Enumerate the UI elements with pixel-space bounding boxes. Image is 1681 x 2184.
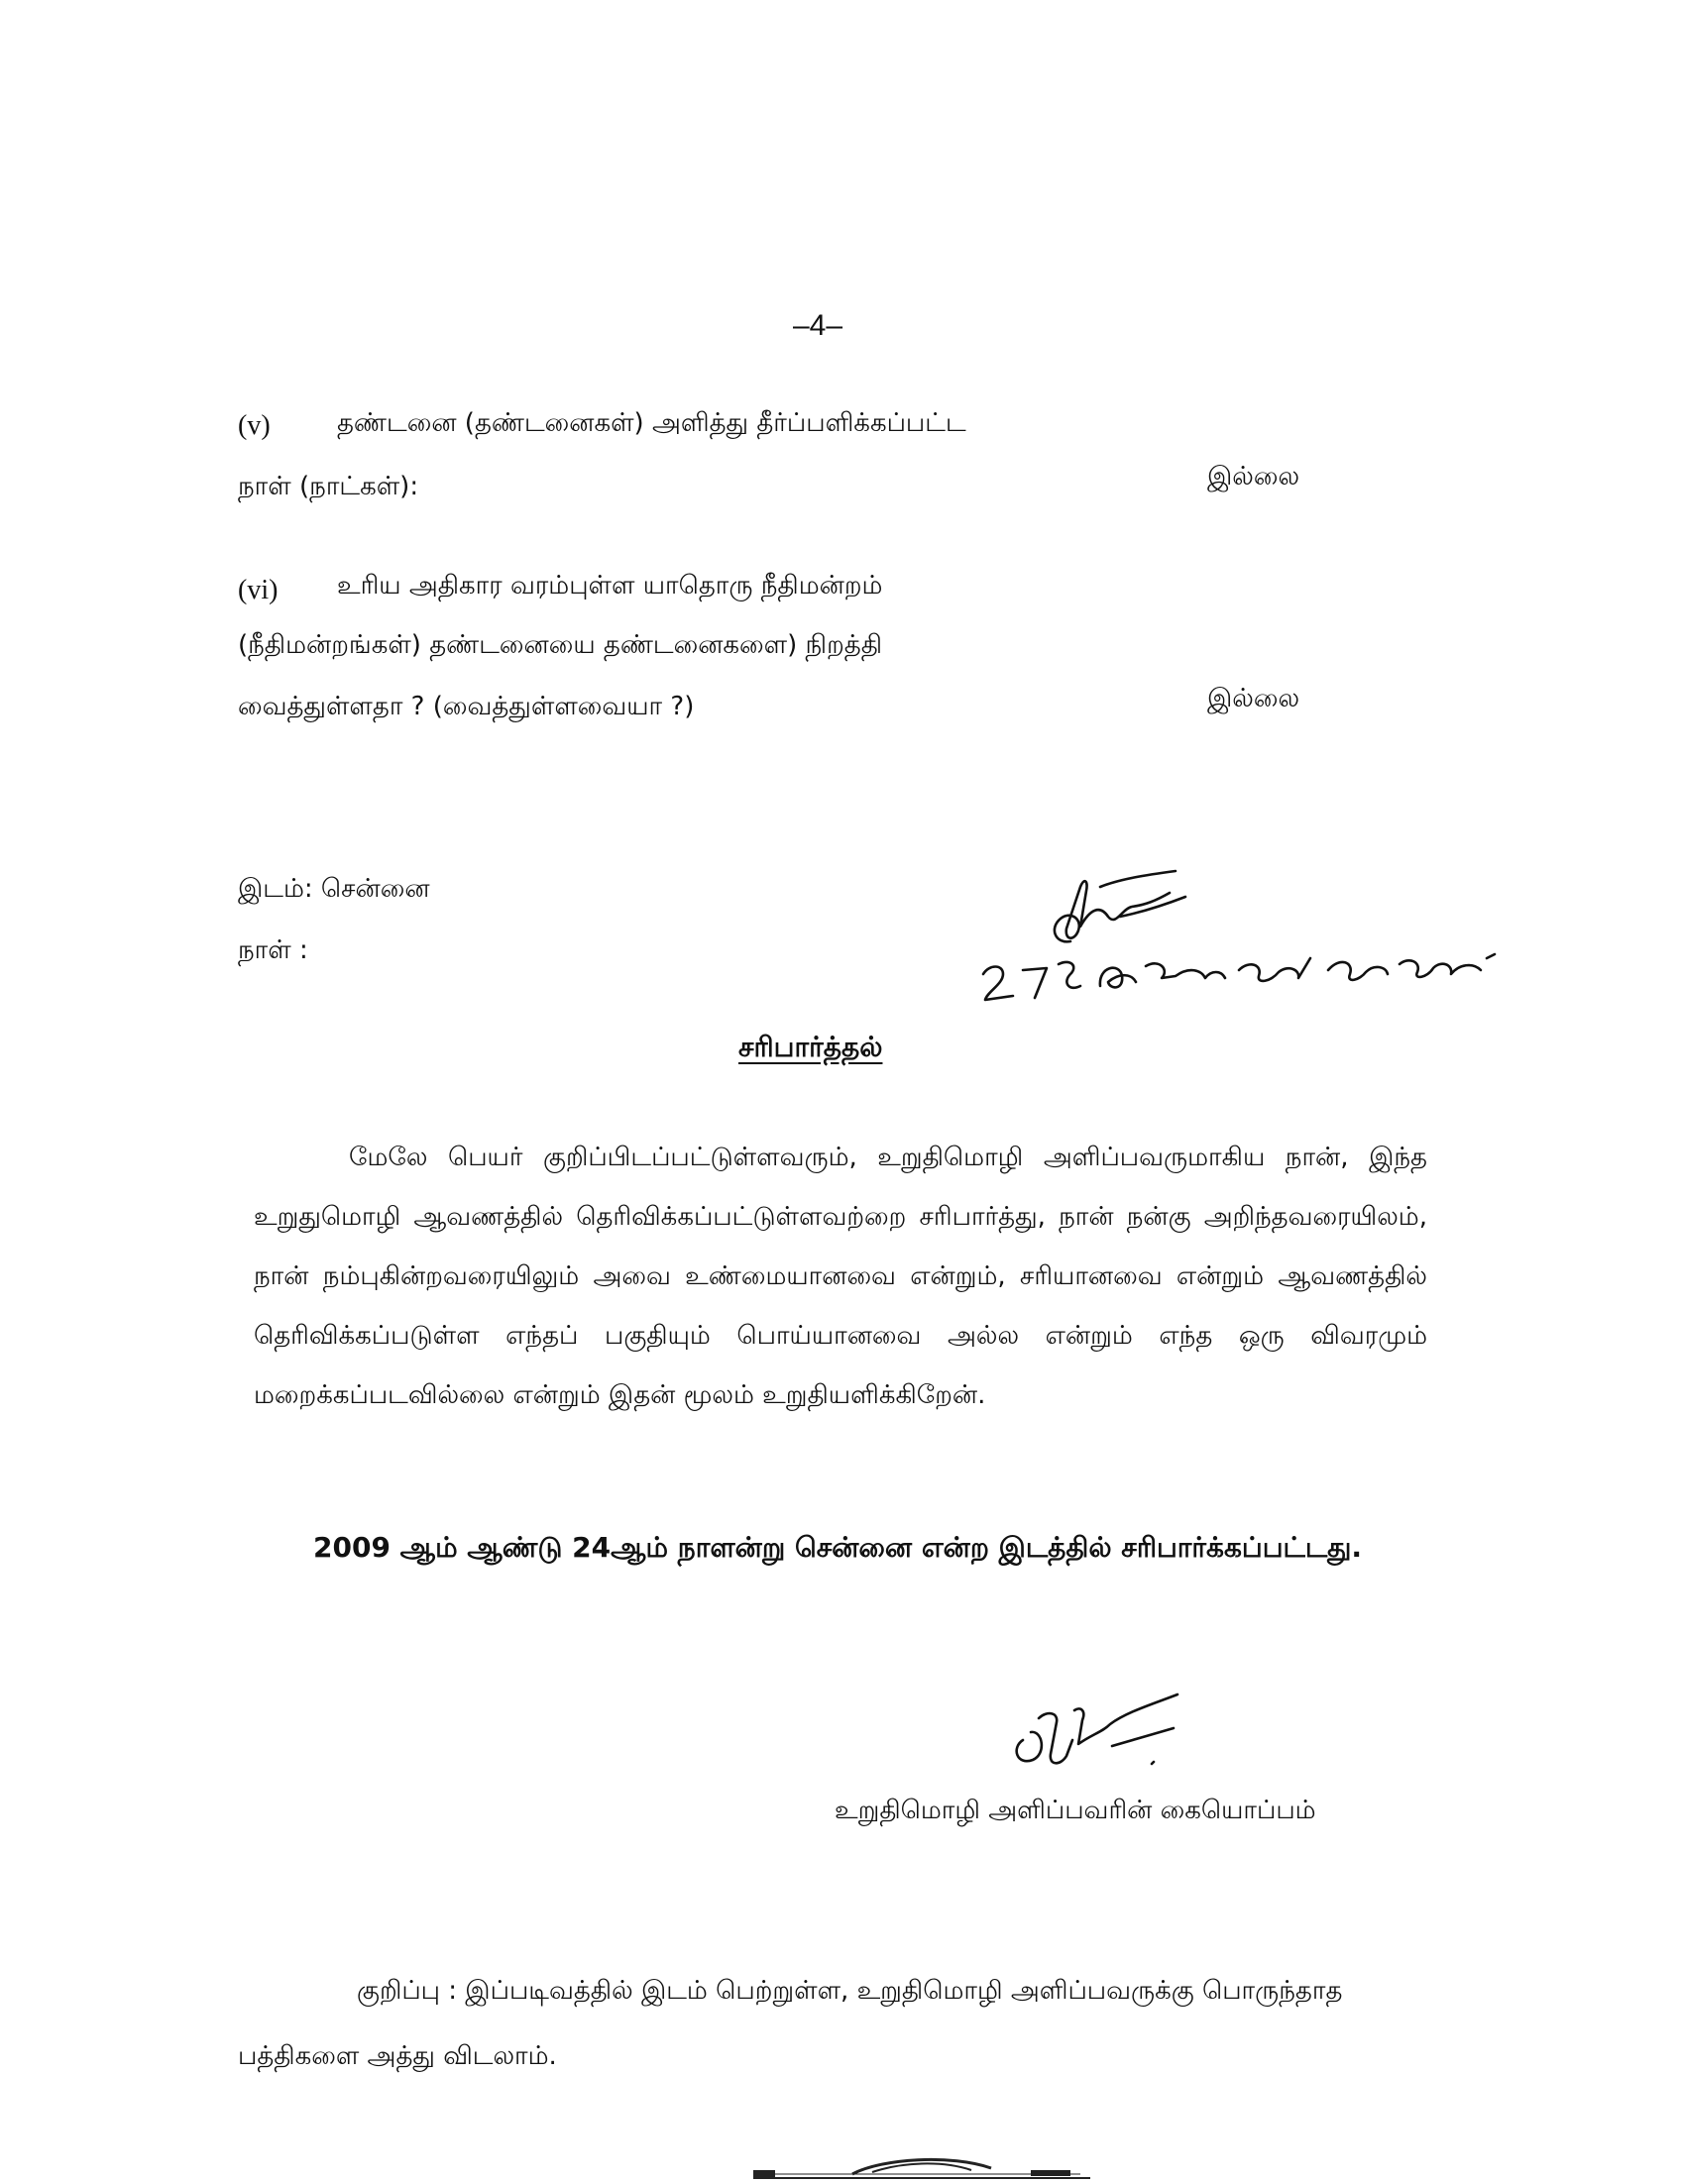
date-label: நாள் : [238, 935, 308, 965]
place-label: இடம்: சென்னை [238, 874, 430, 904]
stamp [733, 2148, 1110, 2184]
verification-paragraph-text: மேலே பெயர் குறிப்பிடப்பட்டுள்ளவரும், உறுதிமொழி அளிப்பவருமாகிய நான், இந்த உறுதுமொழி ஆவணத்தில் தெரிவிக்கப்பட்டுள்ளவற்றை சரிபார்த்து, நான் நன்கு அறிந்தவரையிலம், நான் நம்புகின்றவரையிலும் அவை உண்மையானவை என்றும், சரியானவை என்றும் ஆவணத்தில் தெரிவிக்கப்படுள்ள எந்தப் பகுதியும் பொய்யானவை அல்ல என்றும் எந்த ஒரு விவரமும் மறைக்கப்படவில்லை என்றும் இதன் மூலம் உறுதியளிக்கிறேன். [254, 1143, 1427, 1410]
verification-signature-caption: உறுதிமொழி அளிப்பவரின் கையொப்பம் [835, 1796, 1316, 1825]
item-v-line1: தண்டனை (தண்டனைகள்) அளித்து தீர்ப்பளிக்கப்பட்ட [337, 408, 966, 438]
item-vi-line3: வைத்துள்ளதா ? (வைத்துள்ளவையா ?) [238, 692, 695, 721]
item-vi-number: (vi) [238, 575, 279, 605]
verification-paragraph [254, 1128, 1427, 1425]
note-line1: குறிப்பு : இப்படிவத்தில் இடம் பெற்றுள்ள, உறுதிமொழி அளிப்பவருக்கு பொருந்தாத [357, 1976, 1343, 2006]
item-v-answer: இல்லை [1207, 462, 1300, 491]
item-v-number: (v) [238, 410, 271, 441]
handwritten-signature-icon [1003, 1671, 1201, 1780]
page-number: –4– [793, 309, 843, 342]
item-v-line2: நாள் (நாட்கள்): [238, 472, 419, 501]
item-vi-answer: இல்லை [1207, 684, 1300, 713]
stamp-icon [733, 2148, 1110, 2180]
signature-1 [952, 847, 1507, 1030]
handwritten-signature-icon [952, 847, 1507, 1026]
verification-date-line: 2009 ஆம் ஆண்டு 24ஆம் நாளன்று சென்னை என்ற இடத்தில் சரிபார்க்கப்பட்டது. [313, 1531, 1363, 1564]
item-vi-line2: (நீதிமன்றங்கள்) தண்டனையை தண்டனைகளை) நிறத்தி [238, 630, 882, 660]
verification-heading: சரிபார்த்தல் [738, 1031, 883, 1063]
note-line2: பத்திகளை அத்து விடலாம். [238, 2041, 557, 2071]
signature-2 [1003, 1671, 1201, 1784]
item-vi-line1: உரிய அதிகார வரம்புள்ள யாதொரு நீதிமன்றம் [337, 571, 883, 601]
